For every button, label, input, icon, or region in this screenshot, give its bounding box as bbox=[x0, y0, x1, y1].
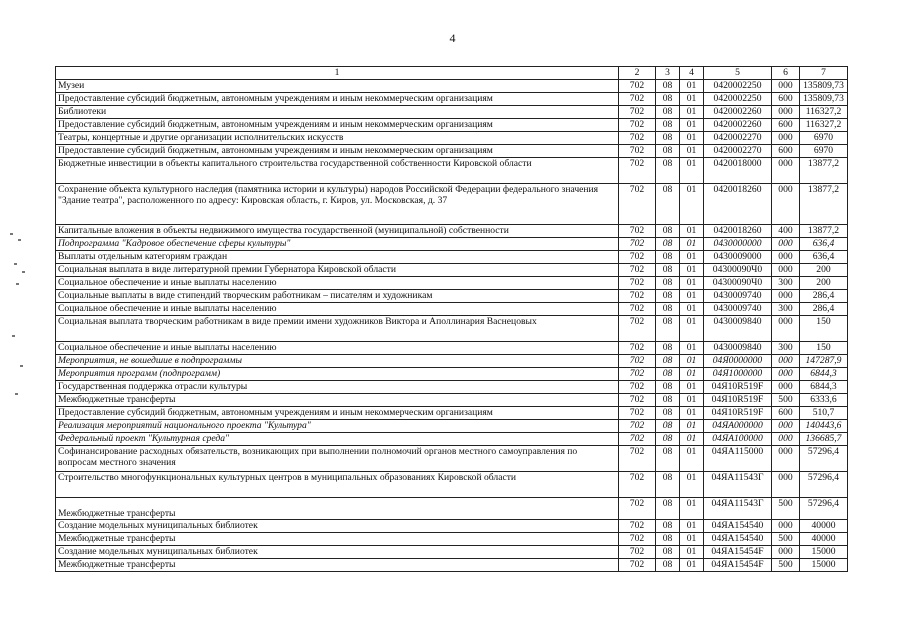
table-row bbox=[56, 342, 848, 355]
section-cell: 08 bbox=[656, 158, 680, 184]
table-header-row bbox=[56, 67, 848, 80]
section-cell: 08 bbox=[656, 355, 680, 368]
expense-type-cell: 500 bbox=[772, 559, 800, 572]
expense-type-cell: 000 bbox=[772, 316, 800, 342]
ministry-cell: 702 bbox=[619, 368, 656, 381]
expense-type-cell: 000 bbox=[772, 520, 800, 533]
ministry-cell: 702 bbox=[619, 355, 656, 368]
target-article-cell: 0420002260 bbox=[704, 106, 772, 119]
ministry-cell: 702 bbox=[619, 316, 656, 342]
ministry-cell: 702 bbox=[619, 303, 656, 316]
table-row bbox=[56, 225, 848, 238]
section-cell: 08 bbox=[656, 106, 680, 119]
table-row bbox=[56, 106, 848, 119]
table-row bbox=[56, 145, 848, 158]
expense-type-cell: 500 bbox=[772, 394, 800, 407]
target-article-cell: 0420002250 bbox=[704, 93, 772, 106]
amount-cell: 140443,6 bbox=[800, 420, 848, 433]
section-cell: 08 bbox=[656, 264, 680, 277]
subsection-cell: 01 bbox=[680, 184, 704, 225]
ministry-cell: 702 bbox=[619, 290, 656, 303]
section-cell: 08 bbox=[656, 225, 680, 238]
subsection-cell: 01 bbox=[680, 251, 704, 264]
expense-type-cell: 600 bbox=[772, 407, 800, 420]
target-article-cell: 0420002270 bbox=[704, 145, 772, 158]
table-row bbox=[56, 407, 848, 420]
ministry-cell: 702 bbox=[619, 158, 656, 184]
target-article-cell: 0420018260 bbox=[704, 184, 772, 225]
subsection-cell: 01 bbox=[680, 238, 704, 251]
name-cell: Театры, концертные и другие организации исполнительских искусств bbox=[56, 132, 619, 145]
section-cell: 08 bbox=[656, 420, 680, 433]
table-row bbox=[56, 394, 848, 407]
target-article-cell: 04300090Ч0 bbox=[704, 277, 772, 290]
amount-cell: 286,4 bbox=[800, 303, 848, 316]
name-cell: Межбюджетные трансферты bbox=[56, 394, 619, 407]
ministry-cell: 702 bbox=[619, 93, 656, 106]
ministry-cell: 702 bbox=[619, 520, 656, 533]
amount-cell: 200 bbox=[800, 264, 848, 277]
target-article-cell: 04ЯА000000 bbox=[704, 420, 772, 433]
target-article-cell: 04ЯА154540 bbox=[704, 520, 772, 533]
amount-cell: 6844,3 bbox=[800, 381, 848, 394]
amount-cell: 6333,6 bbox=[800, 394, 848, 407]
target-article-cell: 0430009740 bbox=[704, 290, 772, 303]
ministry-cell: 702 bbox=[619, 546, 656, 559]
section-cell: 08 bbox=[656, 303, 680, 316]
ministry-cell: 702 bbox=[619, 119, 656, 132]
name-cell: Сохранение объекта культурного наследия (памятника истории и культуры) народов Российской Федерации федерального значения "Здание театра", расположенного по адресу: Кировская область, г. Киров, ул. Московская, д. 37 bbox=[56, 184, 619, 225]
section-cell: 08 bbox=[656, 381, 680, 394]
header-cell-subsection: 4 bbox=[680, 67, 704, 80]
subsection-cell: 01 bbox=[680, 106, 704, 119]
section-cell: 08 bbox=[656, 80, 680, 93]
ministry-cell: 702 bbox=[619, 145, 656, 158]
amount-cell: 200 bbox=[800, 277, 848, 290]
subsection-cell: 01 bbox=[680, 368, 704, 381]
name-cell: Реализация мероприятий национального проекта "Культура" bbox=[56, 420, 619, 433]
section-cell: 08 bbox=[656, 119, 680, 132]
table-row bbox=[56, 238, 848, 251]
name-cell: Предоставление субсидий бюджетным, автономным учреждениям и иным некоммерческим организациям bbox=[56, 145, 619, 158]
target-article-cell: 0430009740 bbox=[704, 303, 772, 316]
subsection-cell: 01 bbox=[680, 342, 704, 355]
subsection-cell: 01 bbox=[680, 80, 704, 93]
amount-cell: 636,4 bbox=[800, 251, 848, 264]
ministry-cell: 702 bbox=[619, 498, 656, 520]
subsection-cell: 01 bbox=[680, 145, 704, 158]
table-row bbox=[56, 93, 848, 106]
amount-cell: 150 bbox=[800, 342, 848, 355]
expense-type-cell: 000 bbox=[772, 433, 800, 446]
expense-type-cell: 000 bbox=[772, 251, 800, 264]
subsection-cell: 01 bbox=[680, 290, 704, 303]
expense-type-cell: 000 bbox=[772, 368, 800, 381]
section-cell: 08 bbox=[656, 394, 680, 407]
section-cell: 08 bbox=[656, 368, 680, 381]
section-cell: 08 bbox=[656, 533, 680, 546]
expense-type-cell: 300 bbox=[772, 277, 800, 290]
ministry-cell: 702 bbox=[619, 433, 656, 446]
section-cell: 08 bbox=[656, 93, 680, 106]
target-article-cell: 0430009840 bbox=[704, 316, 772, 342]
header-cell-target-article: 5 bbox=[704, 67, 772, 80]
expense-type-cell: 300 bbox=[772, 303, 800, 316]
name-cell: Межбюджетные трансферты bbox=[56, 533, 619, 546]
expense-type-cell: 500 bbox=[772, 498, 800, 520]
ministry-cell: 702 bbox=[619, 225, 656, 238]
amount-cell: 57296,4 bbox=[800, 446, 848, 472]
expense-type-cell: 000 bbox=[772, 355, 800, 368]
subsection-cell: 01 bbox=[680, 520, 704, 533]
section-cell: 08 bbox=[656, 184, 680, 225]
ministry-cell: 702 bbox=[619, 381, 656, 394]
amount-cell: 135809,73 bbox=[800, 80, 848, 93]
expense-type-cell: 300 bbox=[772, 342, 800, 355]
amount-cell: 136685,7 bbox=[800, 433, 848, 446]
target-article-cell: 04ЯА154540 bbox=[704, 533, 772, 546]
name-cell: Создание модельных муниципальных библиотек bbox=[56, 520, 619, 533]
expense-type-cell: 000 bbox=[772, 446, 800, 472]
name-cell: Капитальные вложения в объекты недвижимого имущества государственной (муниципальной) собственности bbox=[56, 225, 619, 238]
header-cell-expense-type: 6 bbox=[772, 67, 800, 80]
ministry-cell: 702 bbox=[619, 80, 656, 93]
target-article-cell: 04Я10R519F bbox=[704, 394, 772, 407]
target-article-cell: 0430000000 bbox=[704, 238, 772, 251]
subsection-cell: 01 bbox=[680, 381, 704, 394]
name-cell: Межбюджетные трансферты bbox=[56, 498, 619, 520]
expense-type-cell: 000 bbox=[772, 106, 800, 119]
amount-cell: 116327,2 bbox=[800, 106, 848, 119]
expense-type-cell: 600 bbox=[772, 119, 800, 132]
amount-cell: 147287,9 bbox=[800, 355, 848, 368]
target-article-cell: 0420002250 bbox=[704, 80, 772, 93]
name-cell: Строительство многофункциональных культурных центров в муниципальных образованиях Кировской области bbox=[56, 472, 619, 498]
name-cell: Создание модельных муниципальных библиотек bbox=[56, 546, 619, 559]
amount-cell: 13877,2 bbox=[800, 158, 848, 184]
target-article-cell: 04ЯА100000 bbox=[704, 433, 772, 446]
amount-cell: 13877,2 bbox=[800, 225, 848, 238]
ministry-cell: 702 bbox=[619, 106, 656, 119]
section-cell: 08 bbox=[656, 433, 680, 446]
amount-cell: 40000 bbox=[800, 533, 848, 546]
table-row bbox=[56, 303, 848, 316]
expense-type-cell: 000 bbox=[772, 420, 800, 433]
section-cell: 08 bbox=[656, 316, 680, 342]
amount-cell: 13877,2 bbox=[800, 184, 848, 225]
amount-cell: 40000 bbox=[800, 520, 848, 533]
target-article-cell: 0420002260 bbox=[704, 119, 772, 132]
subsection-cell: 01 bbox=[680, 559, 704, 572]
table-row bbox=[56, 472, 848, 498]
amount-cell: 57296,4 bbox=[800, 472, 848, 498]
section-cell: 08 bbox=[656, 520, 680, 533]
ministry-cell: 702 bbox=[619, 559, 656, 572]
subsection-cell: 01 bbox=[680, 264, 704, 277]
name-cell: Межбюджетные трансферты bbox=[56, 559, 619, 572]
name-cell: Музеи bbox=[56, 80, 619, 93]
expense-type-cell: 000 bbox=[772, 238, 800, 251]
target-article-cell: 04Я10R519F bbox=[704, 381, 772, 394]
name-cell: Библиотеки bbox=[56, 106, 619, 119]
section-cell: 08 bbox=[656, 132, 680, 145]
section-cell: 08 bbox=[656, 145, 680, 158]
ministry-cell: 702 bbox=[619, 446, 656, 472]
table-body bbox=[56, 80, 848, 572]
name-cell: Государственная поддержка отрасли культуры bbox=[56, 381, 619, 394]
name-cell: Бюджетные инвестиции в объекты капитального строительства государственной собственности Кировской области bbox=[56, 158, 619, 184]
target-article-cell: 0430009000 bbox=[704, 251, 772, 264]
subsection-cell: 01 bbox=[680, 420, 704, 433]
section-cell: 08 bbox=[656, 446, 680, 472]
table-row bbox=[56, 355, 848, 368]
section-cell: 08 bbox=[656, 498, 680, 520]
expense-type-cell: 600 bbox=[772, 145, 800, 158]
name-cell: Софинансирование расходных обязательств, возникающих при выполнении полномочий органов местного самоуправления по вопросам местного значения bbox=[56, 446, 619, 472]
expense-type-cell: 600 bbox=[772, 93, 800, 106]
amount-cell: 15000 bbox=[800, 546, 848, 559]
subsection-cell: 01 bbox=[680, 132, 704, 145]
table-row bbox=[56, 433, 848, 446]
table-row bbox=[56, 546, 848, 559]
name-cell: Предоставление субсидий бюджетным, автономным учреждениям и иным некоммерческим организациям bbox=[56, 93, 619, 106]
expense-type-cell: 500 bbox=[772, 533, 800, 546]
table-row bbox=[56, 132, 848, 145]
ministry-cell: 702 bbox=[619, 184, 656, 225]
target-article-cell: 04Я1000000 bbox=[704, 368, 772, 381]
table-row bbox=[56, 368, 848, 381]
amount-cell: 116327,2 bbox=[800, 119, 848, 132]
ministry-cell: 702 bbox=[619, 238, 656, 251]
name-cell: Выплаты отдельным категориям граждан bbox=[56, 251, 619, 264]
target-article-cell: 04ЯА15454F bbox=[704, 559, 772, 572]
subsection-cell: 01 bbox=[680, 225, 704, 238]
target-article-cell: 0420018260 bbox=[704, 225, 772, 238]
name-cell: Социальная выплата творческим работникам в виде премии имени художников Виктора и Аполлинария Васнецовых bbox=[56, 316, 619, 342]
section-cell: 08 bbox=[656, 559, 680, 572]
table-row bbox=[56, 264, 848, 277]
target-article-cell: 0420018000 bbox=[704, 158, 772, 184]
table-row bbox=[56, 290, 848, 303]
header-cell-amount: 7 bbox=[800, 67, 848, 80]
ministry-cell: 702 bbox=[619, 342, 656, 355]
table-row bbox=[56, 420, 848, 433]
section-cell: 08 bbox=[656, 546, 680, 559]
ministry-cell: 702 bbox=[619, 277, 656, 290]
expense-type-cell: 000 bbox=[772, 290, 800, 303]
name-cell: Предоставление субсидий бюджетным, автономным учреждениям и иным некоммерческим организациям bbox=[56, 407, 619, 420]
expense-type-cell: 000 bbox=[772, 80, 800, 93]
subsection-cell: 01 bbox=[680, 407, 704, 420]
section-cell: 08 bbox=[656, 472, 680, 498]
amount-cell: 636,4 bbox=[800, 238, 848, 251]
target-article-cell: 04ЯА15454F bbox=[704, 546, 772, 559]
table-row bbox=[56, 184, 848, 225]
ministry-cell: 702 bbox=[619, 472, 656, 498]
target-article-cell: 0420002270 bbox=[704, 132, 772, 145]
subsection-cell: 01 bbox=[680, 119, 704, 132]
name-cell: Социальное обеспечение и иные выплаты населению bbox=[56, 277, 619, 290]
name-cell: Социальная выплата в виде литературной премии Губернатора Кировской области bbox=[56, 264, 619, 277]
amount-cell: 6844,3 bbox=[800, 368, 848, 381]
budget-table bbox=[55, 66, 848, 572]
amount-cell: 57296,4 bbox=[800, 498, 848, 520]
table-row bbox=[56, 277, 848, 290]
page-number: 4 bbox=[449, 31, 456, 45]
scan-margin-marks bbox=[6, 225, 46, 405]
ministry-cell: 702 bbox=[619, 132, 656, 145]
header-cell-section: 3 bbox=[656, 67, 680, 80]
section-cell: 08 bbox=[656, 277, 680, 290]
section-cell: 08 bbox=[656, 342, 680, 355]
ministry-cell: 702 bbox=[619, 251, 656, 264]
name-cell: Мероприятия, не вошедшие в подпрограммы bbox=[56, 355, 619, 368]
ministry-cell: 702 bbox=[619, 394, 656, 407]
target-article-cell: 04ЯА11543Г bbox=[704, 472, 772, 498]
table-row bbox=[56, 316, 848, 342]
target-article-cell: 04300090Ч0 bbox=[704, 264, 772, 277]
table-row bbox=[56, 251, 848, 264]
name-cell: Мероприятия программ (подпрограмм) bbox=[56, 368, 619, 381]
subsection-cell: 01 bbox=[680, 355, 704, 368]
target-article-cell: 04ЯА115000 bbox=[704, 446, 772, 472]
target-article-cell: 0430009840 bbox=[704, 342, 772, 355]
subsection-cell: 01 bbox=[680, 533, 704, 546]
section-cell: 08 bbox=[656, 407, 680, 420]
name-cell: Социальные выплаты в виде стипендий творческим работникам – писателям и художникам bbox=[56, 290, 619, 303]
section-cell: 08 bbox=[656, 238, 680, 251]
table-row bbox=[56, 381, 848, 394]
amount-cell: 15000 bbox=[800, 559, 848, 572]
amount-cell: 150 bbox=[800, 316, 848, 342]
table-row bbox=[56, 533, 848, 546]
ministry-cell: 702 bbox=[619, 420, 656, 433]
subsection-cell: 01 bbox=[680, 303, 704, 316]
target-article-cell: 04Я10R519F bbox=[704, 407, 772, 420]
expense-type-cell: 000 bbox=[772, 546, 800, 559]
subsection-cell: 01 bbox=[680, 446, 704, 472]
amount-cell: 6970 bbox=[800, 145, 848, 158]
expense-type-cell: 000 bbox=[772, 184, 800, 225]
name-cell: Предоставление субсидий бюджетным, автономным учреждениям и иным некоммерческим организациям bbox=[56, 119, 619, 132]
ministry-cell: 702 bbox=[619, 264, 656, 277]
table-row bbox=[56, 446, 848, 472]
expense-type-cell: 000 bbox=[772, 381, 800, 394]
name-cell: Федеральный проект "Культурная среда" bbox=[56, 433, 619, 446]
amount-cell: 6970 bbox=[800, 132, 848, 145]
target-article-cell: 04Я0000000 bbox=[704, 355, 772, 368]
header-cell-name: 1 bbox=[56, 67, 619, 80]
table-row bbox=[56, 80, 848, 93]
section-cell: 08 bbox=[656, 251, 680, 264]
expense-type-cell: 000 bbox=[772, 132, 800, 145]
name-cell: Подпрограмма "Кадровое обеспечение сферы культуры" bbox=[56, 238, 619, 251]
subsection-cell: 01 bbox=[680, 498, 704, 520]
subsection-cell: 01 bbox=[680, 394, 704, 407]
amount-cell: 286,4 bbox=[800, 290, 848, 303]
subsection-cell: 01 bbox=[680, 93, 704, 106]
name-cell: Социальное обеспечение и иные выплаты населению bbox=[56, 342, 619, 355]
header-cell-ministry: 2 bbox=[619, 67, 656, 80]
ministry-cell: 702 bbox=[619, 407, 656, 420]
subsection-cell: 01 bbox=[680, 277, 704, 290]
subsection-cell: 01 bbox=[680, 316, 704, 342]
amount-cell: 510,7 bbox=[800, 407, 848, 420]
subsection-cell: 01 bbox=[680, 472, 704, 498]
table-row bbox=[56, 498, 848, 520]
expense-type-cell: 000 bbox=[772, 472, 800, 498]
expense-type-cell: 000 bbox=[772, 264, 800, 277]
target-article-cell: 04ЯА11543Г bbox=[704, 498, 772, 520]
section-cell: 08 bbox=[656, 290, 680, 303]
subsection-cell: 01 bbox=[680, 546, 704, 559]
name-cell: Социальное обеспечение и иные выплаты населению bbox=[56, 303, 619, 316]
table-row bbox=[56, 158, 848, 184]
subsection-cell: 01 bbox=[680, 158, 704, 184]
amount-cell: 135809,73 bbox=[800, 93, 848, 106]
subsection-cell: 01 bbox=[680, 433, 704, 446]
table-row bbox=[56, 119, 848, 132]
expense-type-cell: 000 bbox=[772, 158, 800, 184]
table-row bbox=[56, 520, 848, 533]
expense-type-cell: 400 bbox=[772, 225, 800, 238]
ministry-cell: 702 bbox=[619, 533, 656, 546]
table-row bbox=[56, 559, 848, 572]
